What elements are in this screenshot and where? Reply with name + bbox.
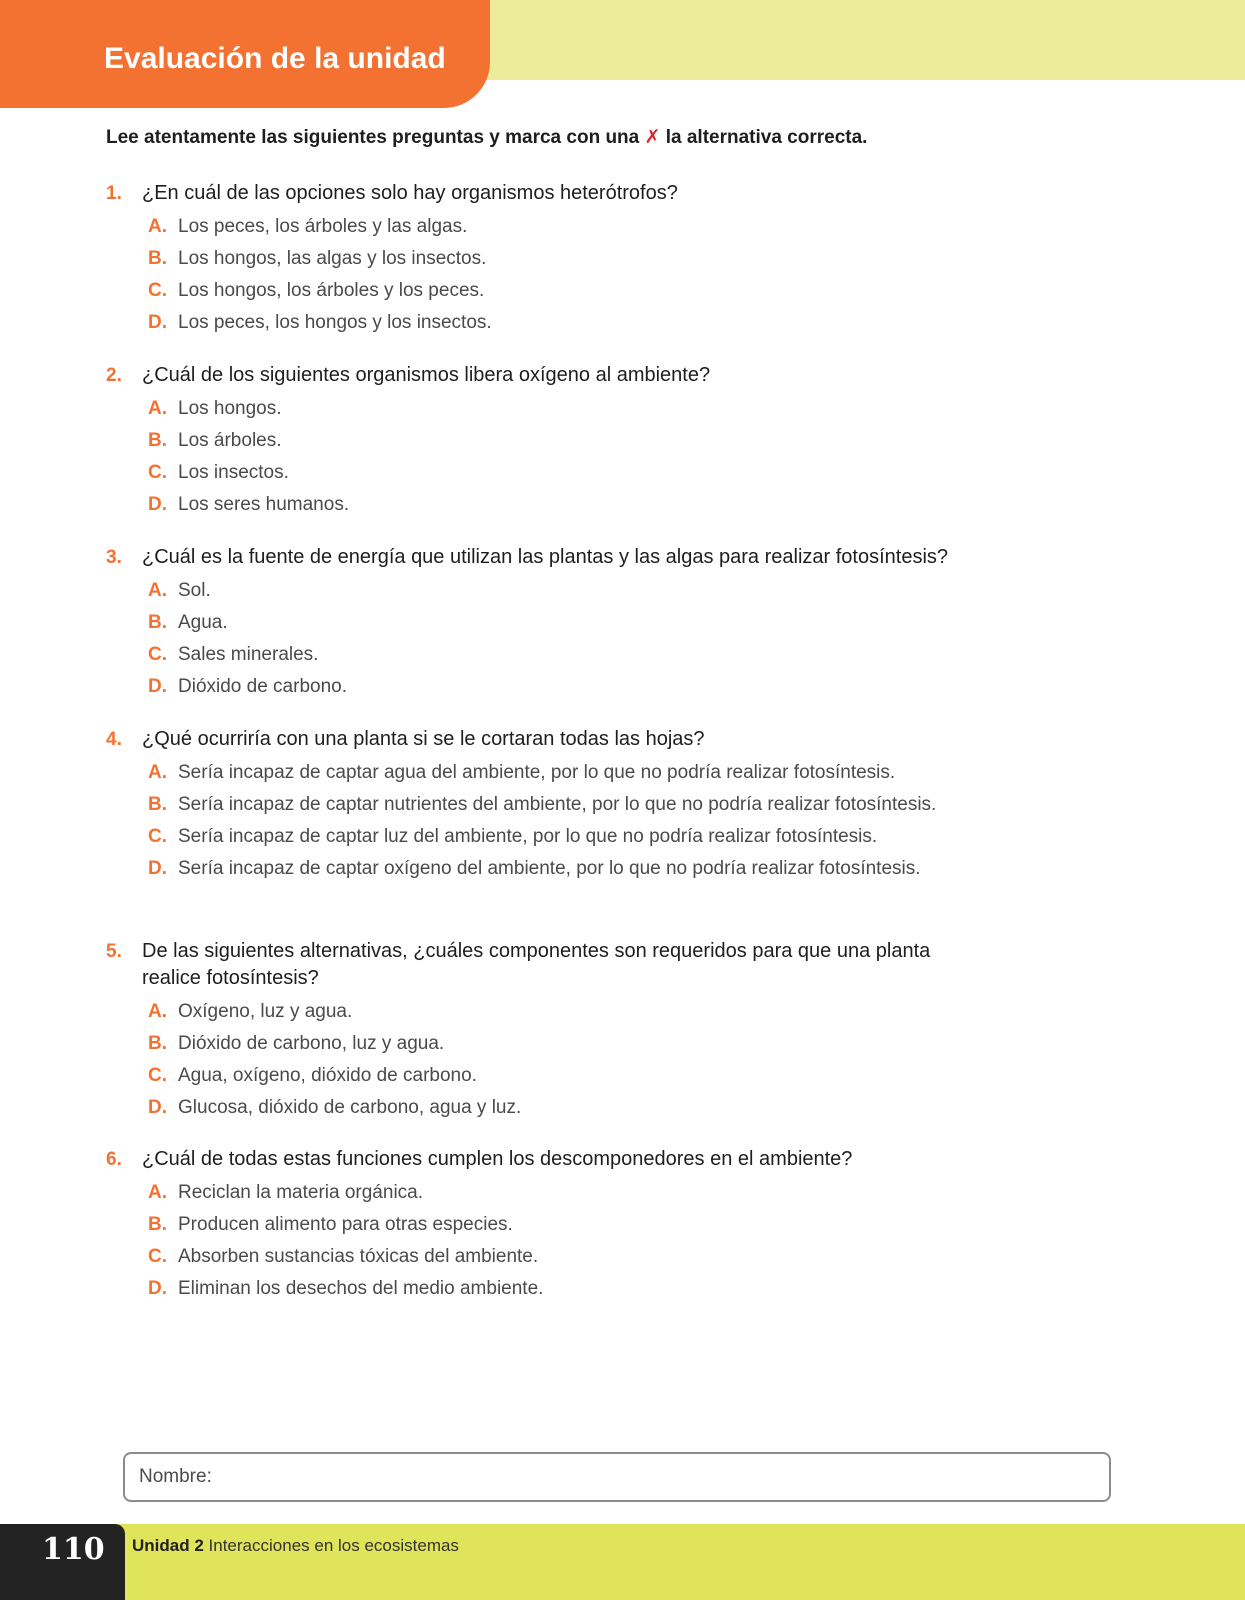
option-letter: A. [148, 398, 167, 419]
option-letter: D. [148, 858, 167, 879]
option-text: Sería incapaz de captar agua del ambiente, por lo que no podría realizar fotosíntesis. [178, 762, 896, 783]
option-a[interactable] [148, 759, 966, 786]
option-letter: C. [148, 1065, 167, 1086]
option-text: Dióxido de carbono. [178, 676, 347, 697]
option-a[interactable] [148, 395, 966, 422]
question-text: ¿Cuál de todas estas funciones cumplen los descomponedores en el ambiente? [142, 1148, 853, 1170]
name-label: Nombre: [139, 1466, 212, 1487]
option-text: Los insectos. [178, 462, 289, 483]
name-field[interactable] [123, 1452, 1111, 1502]
option-text: Los seres humanos. [178, 494, 350, 515]
option-d[interactable] [148, 855, 966, 882]
option-letter: D. [148, 1097, 167, 1118]
option-b[interactable] [148, 245, 966, 272]
cross-mark-icon: ✗ [644, 127, 661, 148]
option-text: Reciclan la materia orgánica. [178, 1182, 424, 1203]
option-letter: A. [148, 216, 167, 237]
question-number: 6. [106, 1149, 122, 1170]
question-text: ¿En cuál de las opciones solo hay organismos heterótrofos? [142, 182, 678, 204]
option-c[interactable] [148, 823, 966, 850]
option-text: Dióxido de carbono, luz y agua. [178, 1033, 445, 1054]
option-text: Sales minerales. [178, 644, 319, 665]
question-text: De las siguientes alternativas, ¿cuáles componentes son requeridos para que una planta realice fotosíntesis? [142, 940, 931, 989]
option-a[interactable] [148, 577, 966, 604]
question-text: ¿Cuál de los siguientes organismos libera oxígeno al ambiente? [142, 364, 711, 386]
option-letter: B. [148, 430, 167, 451]
page-title: Evaluación de la unidad [104, 42, 446, 75]
option-c[interactable] [148, 1243, 966, 1270]
option-letter: B. [148, 1033, 167, 1054]
option-letter: C. [148, 826, 167, 847]
question-1 [106, 180, 966, 341]
option-letter: A. [148, 580, 167, 601]
option-text: Agua. [178, 612, 228, 633]
option-text: Glucosa, dióxido de carbono, agua y luz. [178, 1097, 522, 1118]
option-text: Sería incapaz de captar oxígeno del ambiente, por lo que no podría realizar fotosíntesis. [178, 858, 921, 879]
option-text: Absorben sustancias tóxicas del ambiente. [178, 1246, 539, 1267]
option-letter: C. [148, 1246, 167, 1267]
option-text: Los árboles. [178, 430, 282, 451]
instruction [106, 126, 867, 149]
question-number: 5. [106, 941, 122, 962]
page-number: 110 [42, 1532, 105, 1567]
question-text: ¿Cuál es la fuente de energía que utilizan las plantas y las algas para realizar fotosíntesis? [142, 546, 949, 568]
option-letter: B. [148, 794, 167, 815]
option-letter: B. [148, 612, 167, 633]
option-text: Los peces, los hongos y los insectos. [178, 312, 492, 333]
option-d[interactable] [148, 1094, 966, 1121]
option-b[interactable] [148, 609, 966, 636]
option-letter: B. [148, 248, 167, 269]
footer-unit-label: Unidad 2 [132, 1536, 204, 1555]
option-a[interactable] [148, 1179, 966, 1206]
option-text: Sería incapaz de captar nutrientes del ambiente, por lo que no podría realizar fotosíntesis. [178, 794, 937, 815]
option-c[interactable] [148, 1062, 966, 1089]
option-d[interactable] [148, 673, 966, 700]
question-5 [106, 938, 966, 1126]
option-d[interactable] [148, 309, 966, 336]
footer-unit-title: Interacciones en los ecosistemas [208, 1536, 459, 1555]
option-text: Producen alimento para otras especies. [178, 1214, 513, 1235]
instruction-text-before: Lee atentamente las siguientes preguntas y marca con una [106, 127, 640, 148]
question-number: 4. [106, 729, 122, 750]
option-text: Eliminan los desechos del medio ambiente. [178, 1278, 544, 1299]
option-c[interactable] [148, 641, 966, 668]
option-letter: C. [148, 462, 167, 483]
option-text: Sol. [178, 580, 211, 601]
question-4 [106, 726, 966, 887]
option-c[interactable] [148, 277, 966, 304]
option-letter: D. [148, 312, 167, 333]
option-letter: A. [148, 1182, 167, 1203]
option-a[interactable] [148, 998, 966, 1025]
question-number: 2. [106, 365, 122, 386]
option-d[interactable] [148, 491, 966, 518]
option-letter: D. [148, 494, 167, 515]
option-b[interactable] [148, 1030, 966, 1057]
footer-unit-info [132, 1536, 459, 1556]
option-text: Los hongos, las algas y los insectos. [178, 248, 487, 269]
option-b[interactable] [148, 427, 966, 454]
question-text: ¿Qué ocurriría con una planta si se le cortaran todas las hojas? [142, 728, 705, 750]
option-letter: C. [148, 280, 167, 301]
question-number: 1. [106, 183, 122, 204]
option-a[interactable] [148, 213, 966, 240]
option-text: Sería incapaz de captar luz del ambiente, por lo que no podría realizar fotosíntesis. [178, 826, 878, 847]
option-letter: D. [148, 676, 167, 697]
question-6 [106, 1146, 966, 1307]
option-text: Los hongos. [178, 398, 282, 419]
option-letter: A. [148, 1001, 167, 1022]
question-number: 3. [106, 547, 122, 568]
option-text: Oxígeno, luz y agua. [178, 1001, 353, 1022]
option-letter: C. [148, 644, 167, 665]
option-text: Agua, oxígeno, dióxido de carbono. [178, 1065, 477, 1086]
instruction-text-after: la alternativa correcta. [665, 127, 868, 148]
option-text: Los hongos, los árboles y los peces. [178, 280, 485, 301]
question-3 [106, 544, 966, 705]
option-letter: A. [148, 762, 167, 783]
option-d[interactable] [148, 1275, 966, 1302]
option-letter: B. [148, 1214, 167, 1235]
option-b[interactable] [148, 1211, 966, 1238]
option-b[interactable] [148, 791, 966, 818]
option-text: Los peces, los árboles y las algas. [178, 216, 468, 237]
option-letter: D. [148, 1278, 167, 1299]
question-2 [106, 362, 966, 523]
option-c[interactable] [148, 459, 966, 486]
